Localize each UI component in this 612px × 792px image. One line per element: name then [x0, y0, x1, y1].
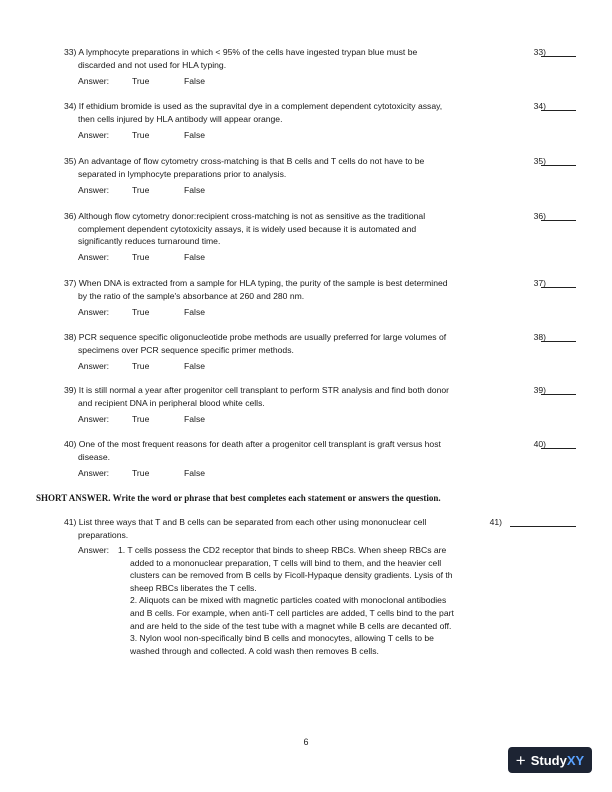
- option-true[interactable]: True: [132, 414, 150, 424]
- answer-blank[interactable]: [541, 110, 576, 111]
- question-text: 37) When DNA is extracted from a sample for HLA typing, the purity of the sample is best determined by the ratio of the sample's absorbance at 260 and 280 nm.: [64, 278, 448, 301]
- plus-icon: +: [515, 750, 526, 770]
- true-false-options: Answer: True False: [78, 468, 206, 478]
- true-false-options: Answer: True False: [78, 185, 206, 195]
- answer-number: 33): [533, 47, 546, 57]
- answer-blank[interactable]: [541, 394, 576, 395]
- answer-blank[interactable]: [541, 165, 576, 166]
- option-false[interactable]: False: [184, 130, 206, 140]
- answer-label: Answer:: [78, 545, 110, 555]
- answer-text: 1. T cells possess the CD2 receptor that binds to sheep RBCs. When sheep RBCs are added to a mononuclear preparation, T cells will bind to them, and the heavier cell clusters can be removed from B cells by Ficoll-Hypaque density gradients. Lysis of th sheep RBCs liberates the T cells. 2. Aliquots can be mixed with magnetic particles coated with monoclonal antibodies and B cells. For example, when anti-T cell particles are added, T cells bind to the part and are held to the side of the test tube with a magnet while B cells are decanted off. 3. Nylon wool non-specifically bind B cells and monocytes, allowing T cells to be washed through and collected. A cold wash then removes B cells.: [118, 545, 454, 656]
- true-false-options: Answer: True False: [78, 414, 206, 424]
- option-true[interactable]: True: [132, 361, 150, 371]
- option-false[interactable]: False: [184, 361, 206, 371]
- option-false[interactable]: False: [184, 414, 206, 424]
- option-true[interactable]: True: [132, 468, 150, 478]
- option-false[interactable]: False: [184, 76, 206, 86]
- answer-number: 34): [533, 101, 546, 111]
- studyxy-logo[interactable]: [508, 747, 592, 773]
- question-text: 39) It is still normal a year after progenitor cell transplant to perform STR analysis and find both donor and recipient DNA in peripheral blood white cells.: [64, 385, 449, 408]
- question-text: 41) List three ways that T and B cells can be separated from each other using mononuclear cell preparations.: [64, 517, 427, 540]
- answer-number: 36): [533, 211, 546, 221]
- true-false-options: Answer: True False: [78, 76, 206, 86]
- logo-xy-text: XY: [566, 752, 585, 768]
- question-text: 35) An advantage of flow cytometry cross-matching is that B cells and T cells do not have to be separated in lymphocyte preparations prior to analysis.: [64, 156, 425, 179]
- question-text: 40) One of the most frequent reasons for death after a progenitor cell transplant is graft versus host disease.: [64, 439, 441, 462]
- answer-number: 35): [533, 156, 546, 166]
- answer-blank[interactable]: [541, 341, 576, 342]
- answer-blank[interactable]: [541, 287, 576, 288]
- question-text: 34) If ethidium bromide is used as the supravital dye in a complement dependent cytotoxicity assay, then cells injured by HLA antibody will appear orange.: [64, 101, 443, 124]
- answer-blank[interactable]: [510, 526, 576, 527]
- option-true[interactable]: True: [132, 307, 150, 317]
- option-true[interactable]: True: [132, 76, 150, 86]
- true-false-options: Answer: True False: [78, 361, 206, 371]
- answer-number: 40): [533, 439, 546, 449]
- page-number: 6: [303, 737, 309, 747]
- option-true[interactable]: True: [132, 185, 150, 195]
- true-false-options: Answer: True False: [78, 307, 206, 317]
- answer-number: 37): [533, 278, 546, 288]
- option-true[interactable]: True: [132, 130, 150, 140]
- answer-number: 39): [533, 385, 546, 395]
- option-false[interactable]: False: [184, 307, 206, 317]
- answer-blank[interactable]: [541, 220, 576, 221]
- answer-blank[interactable]: [541, 56, 576, 57]
- question-text: 36) Although flow cytometry donor:recipient cross-matching is not as sensitive as the traditional complement dependent cytotoxicity assays, it is widely used because it is automated and significantly reduces turnaround time.: [64, 211, 426, 247]
- option-false[interactable]: False: [184, 252, 206, 262]
- question-text: 38) PCR sequence specific oligonucleotide probe methods are usually preferred for large volumes of specimens over PCR sequence specific primer methods.: [64, 332, 447, 355]
- option-false[interactable]: False: [184, 468, 206, 478]
- true-false-options: Answer: True False: [78, 130, 206, 140]
- answer-number: 41): [489, 517, 502, 527]
- question-text: 33) A lymphocyte preparations in which < 95% of the cells have ingested trypan blue must be discarded and not used for HLA typing.: [64, 47, 418, 70]
- section-heading: SHORT ANSWER. Write the word or phrase that best completes each statement or answers the question.: [36, 493, 441, 503]
- option-true[interactable]: True: [132, 252, 150, 262]
- option-false[interactable]: False: [184, 185, 206, 195]
- true-false-options: Answer: True False: [78, 252, 206, 262]
- logo-study-text: Study: [530, 752, 567, 768]
- answer-blank[interactable]: [541, 448, 576, 449]
- answer-number: 38): [533, 332, 546, 342]
